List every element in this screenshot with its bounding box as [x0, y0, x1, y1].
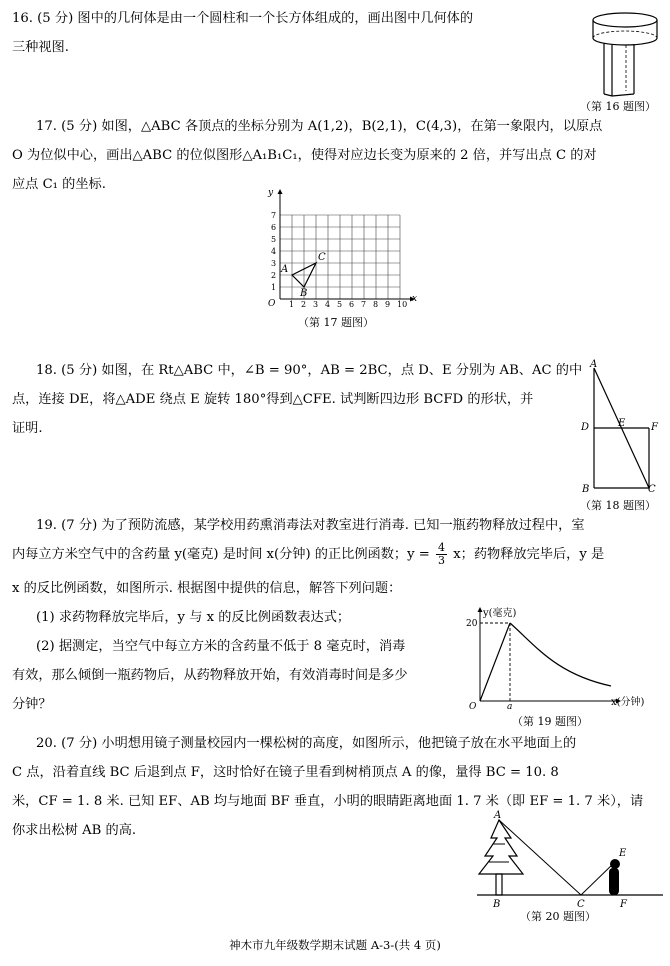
q18-line2: 点，连接 DE，将△ADE 绕点 E 旋转 180°得到△CFE. 试判断四边形 BCFD 的形状，并: [12, 392, 534, 407]
q18-label-f: F: [651, 422, 658, 433]
q17-y-tick-label: 1: [271, 283, 277, 292]
q19-line1: 19. (7 分) 为了预防流感，某学校用药熏消毒法对教室进行消毒. 已知一瓶药物释放过程中，室: [36, 518, 585, 533]
q18-line1: 18. (5 分) 如图，在 Rt△ABC 中，∠B = 90°，AB = 2BC，点 D、E 分别为 AB、AC 的中: [36, 363, 583, 378]
q17-line2: O 为位似中心，画出△ABC 的位似图形△A₁B₁C₁，使得对应边长变为原来的 2 倍，并写出点 C 的对: [12, 148, 597, 163]
q20-figure: [475, 810, 665, 910]
q17-y-tick-label: 6: [271, 223, 277, 232]
q18-label-d: D: [581, 422, 590, 433]
q17-x-tick-label: 7: [361, 300, 367, 309]
q20-label-e: E: [619, 848, 627, 859]
q17-point-c: C: [318, 252, 326, 263]
q17-x-tick-label: 4: [325, 300, 331, 309]
q16-figure: [590, 8, 660, 98]
page-footer: 神木市九年级数学期末试题 A-3-(共 4 页): [229, 938, 441, 952]
q19-a-label: a: [507, 702, 513, 712]
q19-fraction: [436, 542, 447, 567]
q20-line1: 20. (7 分) 小明想用镜子测量校园内一棵松树的高度，如图所示，他把镜子放在水平地面上的: [36, 736, 577, 751]
q17-origin: O: [268, 299, 276, 309]
q17-x-tick-label: 1: [289, 300, 295, 309]
q18-label-c: C: [648, 484, 656, 495]
q19-line2: [12, 540, 604, 569]
q17-x-tick-label: 8: [373, 300, 379, 309]
q19-origin: O: [469, 702, 477, 712]
q17-axis-y: y: [268, 188, 274, 198]
q20-label-f: F: [620, 899, 627, 910]
q16-line1: 16. (5 分) 图中的几何体是由一个圆柱和一个长方体组成的，画出图中几何体的: [12, 11, 474, 26]
q17-line3: 应点 C₁ 的坐标.: [12, 177, 106, 192]
q20-line2: C 点，沿着直线 BC 后退到点 F，这时恰好在镜子里看到树梢顶点 A 的像，量得 BC = 10. 8: [12, 765, 559, 780]
q18-label-e: E: [618, 418, 626, 429]
q17-y-tick-label: 2: [271, 271, 277, 280]
q18-figure: [577, 358, 662, 493]
q20-label-a: A: [494, 810, 502, 821]
q20-label-b: B: [493, 899, 501, 910]
q20-person: [609, 868, 619, 895]
q19-line3: x 的反比例函数，如图所示. 根据图中提供的信息，解答下列问题：: [12, 581, 402, 596]
q19-line6: 有效，那么倾倒一瓶药物后，从药物释放开始，有效消毒时间是多少: [12, 668, 408, 683]
q17-line1: 17. (5 分) 如图，△ABC 各顶点的坐标分别为 A(1,2)，B(2,1)，C(4,3)，在第一象限内，以原点: [36, 119, 603, 134]
q16-line2: 三种视图.: [12, 40, 69, 55]
q18-label-b: B: [582, 484, 590, 495]
q19-x-label: x(分钟): [611, 697, 645, 708]
q18-label-a: A: [590, 359, 598, 370]
q17-y-tick-label: 3: [271, 259, 277, 268]
q20-label-c: C: [577, 899, 585, 910]
q18-line3: 证明.: [12, 421, 43, 436]
q19-line7: 分钟？: [12, 697, 52, 712]
q19-line4: (1) 求药物释放完毕后，y 与 x 的反比例函数表达式；: [36, 610, 351, 625]
q20-line3: 米，CF = 1. 8 米. 已知 EF、AB 均与地面 BF 垂直，小明的眼睛距离地面 1. 7 米（即 EF = 1. 7 米），请: [12, 794, 644, 809]
q19-line2-start: 内每立方米空气中的含药量 y(毫克) 是时间 x(分钟) 的正比例函数；y =: [12, 547, 430, 562]
q17-x-tick-label: 2: [301, 300, 307, 309]
q17-point-b: B: [300, 288, 308, 299]
q17-point-a: A: [281, 264, 289, 275]
q17-axis-x: x: [412, 294, 418, 304]
q20-line4: 你求出松树 AB 的高.: [12, 823, 137, 838]
q19-line2-end: x；药物释放完毕后，y 是: [453, 547, 605, 562]
q17-x-tick-label: 3: [313, 300, 319, 309]
q19-line5: (2) 据测定，当空气中每立方米的含药量不低于 8 毫克时，消毒: [36, 639, 406, 654]
q16-caption: （第 16 题图）: [580, 100, 656, 113]
q19-peak-label: 20: [466, 619, 478, 629]
q17-y-tick-label: 5: [271, 235, 277, 244]
q18-caption: （第 18 题图）: [580, 499, 656, 512]
q19-y-label: y(毫克): [483, 608, 517, 619]
q17-y-tick-label: 4: [271, 247, 277, 256]
q19-graph: [466, 606, 666, 712]
q17-coordinate-grid: [262, 188, 422, 308]
q20-tree: [479, 820, 523, 874]
q19-fraction-num: 4: [438, 541, 446, 554]
q17-x-tick-label: 5: [337, 300, 343, 309]
q17-x-tick-label: 6: [349, 300, 355, 309]
q19-caption: （第 19 题图）: [512, 715, 588, 728]
q17-x-tick-label: 9: [385, 300, 391, 309]
q19-fraction-den: 3: [438, 554, 446, 567]
q20-caption: （第 20 题图）: [520, 910, 596, 923]
q17-x-tick-label: 10: [397, 300, 408, 309]
q17-caption: （第 17 题图）: [298, 316, 374, 329]
q17-y-tick-label: 7: [271, 211, 277, 220]
